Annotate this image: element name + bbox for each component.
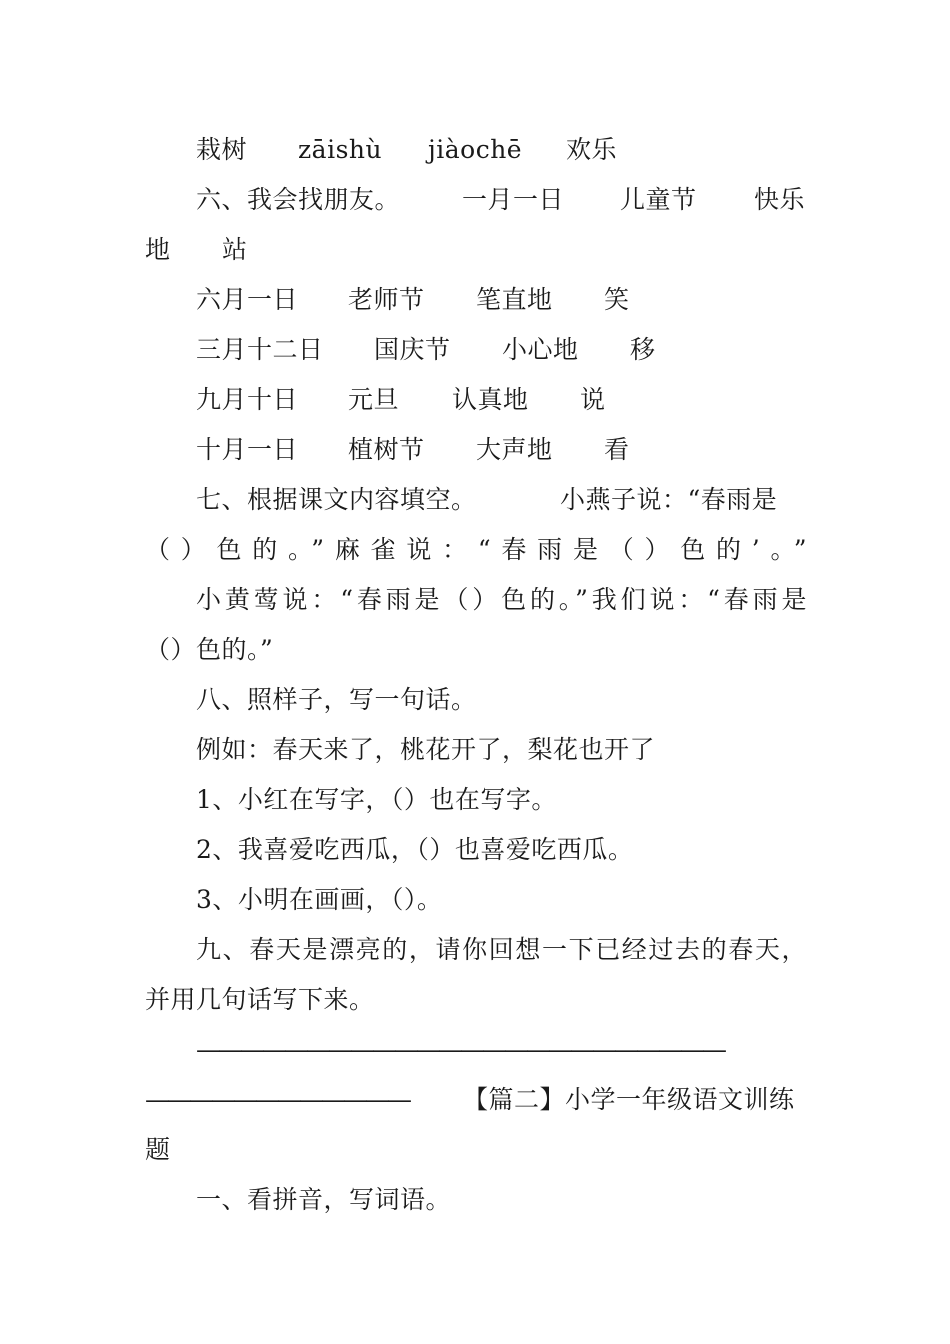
cell: 笔直地 (476, 285, 553, 314)
cell: 地 (145, 235, 171, 264)
exercise-line: 3、小明在画画，（）。 (196, 885, 443, 914)
cell: 移 (630, 335, 656, 364)
cell: 快乐 (754, 185, 806, 214)
cell: 笑 (604, 285, 630, 314)
cell: 一月一日 (462, 185, 565, 214)
cell: 十月一日 (196, 435, 299, 464)
cell: 看 (604, 435, 630, 464)
cell: 认真地 (452, 385, 529, 414)
text-line: 并用几句话写下来。 (145, 985, 375, 1014)
cell: 六月一日 (196, 285, 299, 314)
word: 栽树 (196, 135, 248, 164)
cell: 元旦 (348, 385, 400, 414)
section-nine-heading: 九、春天是漂亮的，请你回想一下已经过去的春天， (196, 935, 807, 964)
cell: 国庆节 (374, 335, 451, 364)
cell: 大声地 (476, 435, 553, 464)
section-one-heading: 一、看拼音，写词语。 (196, 1185, 452, 1214)
section-eight-heading: 八、照样子，写一句话。 (196, 685, 477, 714)
text-line: 小黄莺说：“春雨是（）色的。”我们说：“春雨是 (196, 585, 807, 614)
word: 欢乐 (566, 135, 618, 164)
pinyin: jiàochē (428, 135, 523, 164)
text-line: （）色的。” (145, 635, 274, 664)
part-two-title-end: 题 (145, 1135, 171, 1164)
part-two-title: 【篇二】小学一年级语文训练 (463, 1085, 795, 1114)
cell: 老师节 (348, 285, 425, 314)
pinyin: zāishù (298, 135, 383, 164)
cell: 小心地 (502, 335, 579, 364)
separator-line: ———————————— (145, 1085, 409, 1114)
heading: 七、根据课文内容填空。 (196, 485, 477, 514)
heading: 六、我会找朋友。 (196, 185, 401, 214)
text: 小燕子说：“春雨是 (560, 485, 778, 514)
cell: 站 (222, 235, 248, 264)
example-line: 例如：春天来了，桃花开了，梨花也开了 (196, 735, 656, 764)
text-line: （）色的。”麻雀说：“春雨是（）色的’。” (145, 535, 807, 564)
cell: 儿童节 (620, 185, 697, 214)
exercise-line: 1、小红在写字，（）也在写字。 (196, 785, 557, 814)
cell: 九月十日 (196, 385, 299, 414)
cell: 说 (580, 385, 606, 414)
cell: 三月十二日 (196, 335, 324, 364)
cell: 植树节 (348, 435, 425, 464)
exercise-line: 2、我喜爱吃西瓜，（）也喜爱吃西瓜。 (196, 835, 634, 864)
separator-line: ———————————————————————— (196, 1035, 724, 1064)
